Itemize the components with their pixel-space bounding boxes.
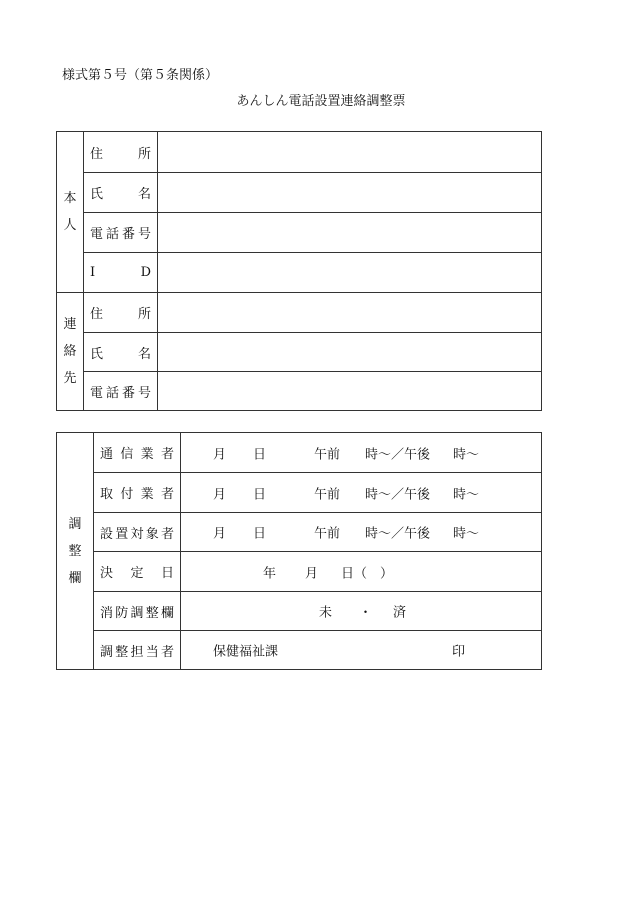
name-field[interactable] — [158, 173, 542, 213]
contact-name-field[interactable] — [158, 333, 542, 372]
personal-info-table — [56, 131, 542, 411]
group-label-chouseiran: 調 整 欄 — [57, 433, 94, 670]
document-title: あんしん電話設置連絡調整票 — [236, 94, 406, 109]
table-row — [57, 592, 542, 631]
form-number: 様式第５号（第５条関係） — [62, 68, 219, 83]
day-weekday-text: 日（ ） — [341, 566, 394, 581]
row-label-id: I D — [84, 253, 158, 293]
group-label-honnin: 本 人 — [57, 132, 84, 293]
phone-field[interactable] — [158, 213, 542, 253]
day-text: 日 — [253, 487, 267, 502]
am-text: 午前 — [314, 487, 341, 502]
staff-field[interactable] — [181, 631, 542, 670]
day-text: 日 — [253, 447, 267, 462]
subject-schedule[interactable] — [181, 513, 542, 552]
row-label-fire-coordination: 消 防 調 整 欄 — [94, 592, 181, 631]
row-label-name: 氏 名 — [84, 173, 158, 213]
row-label-address: 住 所 — [84, 132, 158, 173]
table-row — [57, 552, 542, 592]
month-text: 月 — [213, 526, 227, 542]
month-text: 月 — [305, 566, 319, 581]
group-label-renrakusaki: 連 絡 先 — [57, 293, 84, 411]
row-label-subject: 設 置 対 象 者 — [94, 513, 181, 552]
row-label-carrier: 通 信 業 者 — [94, 433, 181, 473]
am-time-text: 時〜／午後 — [365, 447, 431, 462]
pm-time-text: 時〜 — [453, 447, 480, 462]
pm-time-text: 時〜 — [453, 487, 480, 502]
table-row — [57, 631, 542, 670]
status-done-option[interactable]: 済 — [393, 605, 407, 621]
decision-date-field[interactable] — [181, 552, 542, 592]
am-text: 午前 — [314, 526, 341, 542]
installer-schedule[interactable] — [181, 473, 542, 513]
row-label-staff: 調 整 担 当 者 — [94, 631, 181, 670]
contact-phone-field[interactable] — [158, 372, 542, 411]
table-row — [57, 293, 542, 333]
am-text: 午前 — [314, 447, 341, 462]
seal-mark: 印 — [452, 644, 466, 660]
coordination-table — [56, 432, 542, 670]
row-label-contact-address: 住 所 — [84, 293, 158, 333]
table-row — [57, 473, 542, 513]
id-field[interactable] — [158, 253, 542, 293]
table-row — [57, 132, 542, 173]
am-time-text: 時〜／午後 — [365, 526, 431, 542]
am-time-text: 時〜／午後 — [365, 487, 431, 502]
table-row — [57, 513, 542, 552]
fire-coordination-field[interactable] — [181, 592, 542, 631]
row-label-decision-date: 決 定 日 — [94, 552, 181, 592]
table-row — [57, 433, 542, 473]
row-label-phone: 電 話 番 号 — [84, 213, 158, 253]
table-row — [57, 213, 542, 253]
row-label-contact-name: 氏 名 — [84, 333, 158, 372]
separator-dot: ・ — [359, 605, 373, 621]
row-label-installer: 取 付 業 者 — [94, 473, 181, 513]
status-pending-option[interactable]: 未 — [319, 605, 333, 621]
department-text: 保健福祉課 — [213, 644, 279, 660]
year-text: 年 — [263, 566, 277, 581]
pm-time-text: 時〜 — [453, 526, 480, 542]
month-text: 月 — [213, 487, 227, 502]
table-row — [57, 333, 542, 372]
day-text: 日 — [253, 526, 267, 542]
contact-address-field[interactable] — [158, 293, 542, 333]
month-text: 月 — [213, 447, 227, 462]
table-row — [57, 372, 542, 411]
table-row — [57, 253, 542, 293]
carrier-schedule[interactable] — [181, 433, 542, 473]
row-label-contact-phone: 電 話 番 号 — [84, 372, 158, 411]
table-row — [57, 173, 542, 213]
address-field[interactable] — [158, 132, 542, 173]
